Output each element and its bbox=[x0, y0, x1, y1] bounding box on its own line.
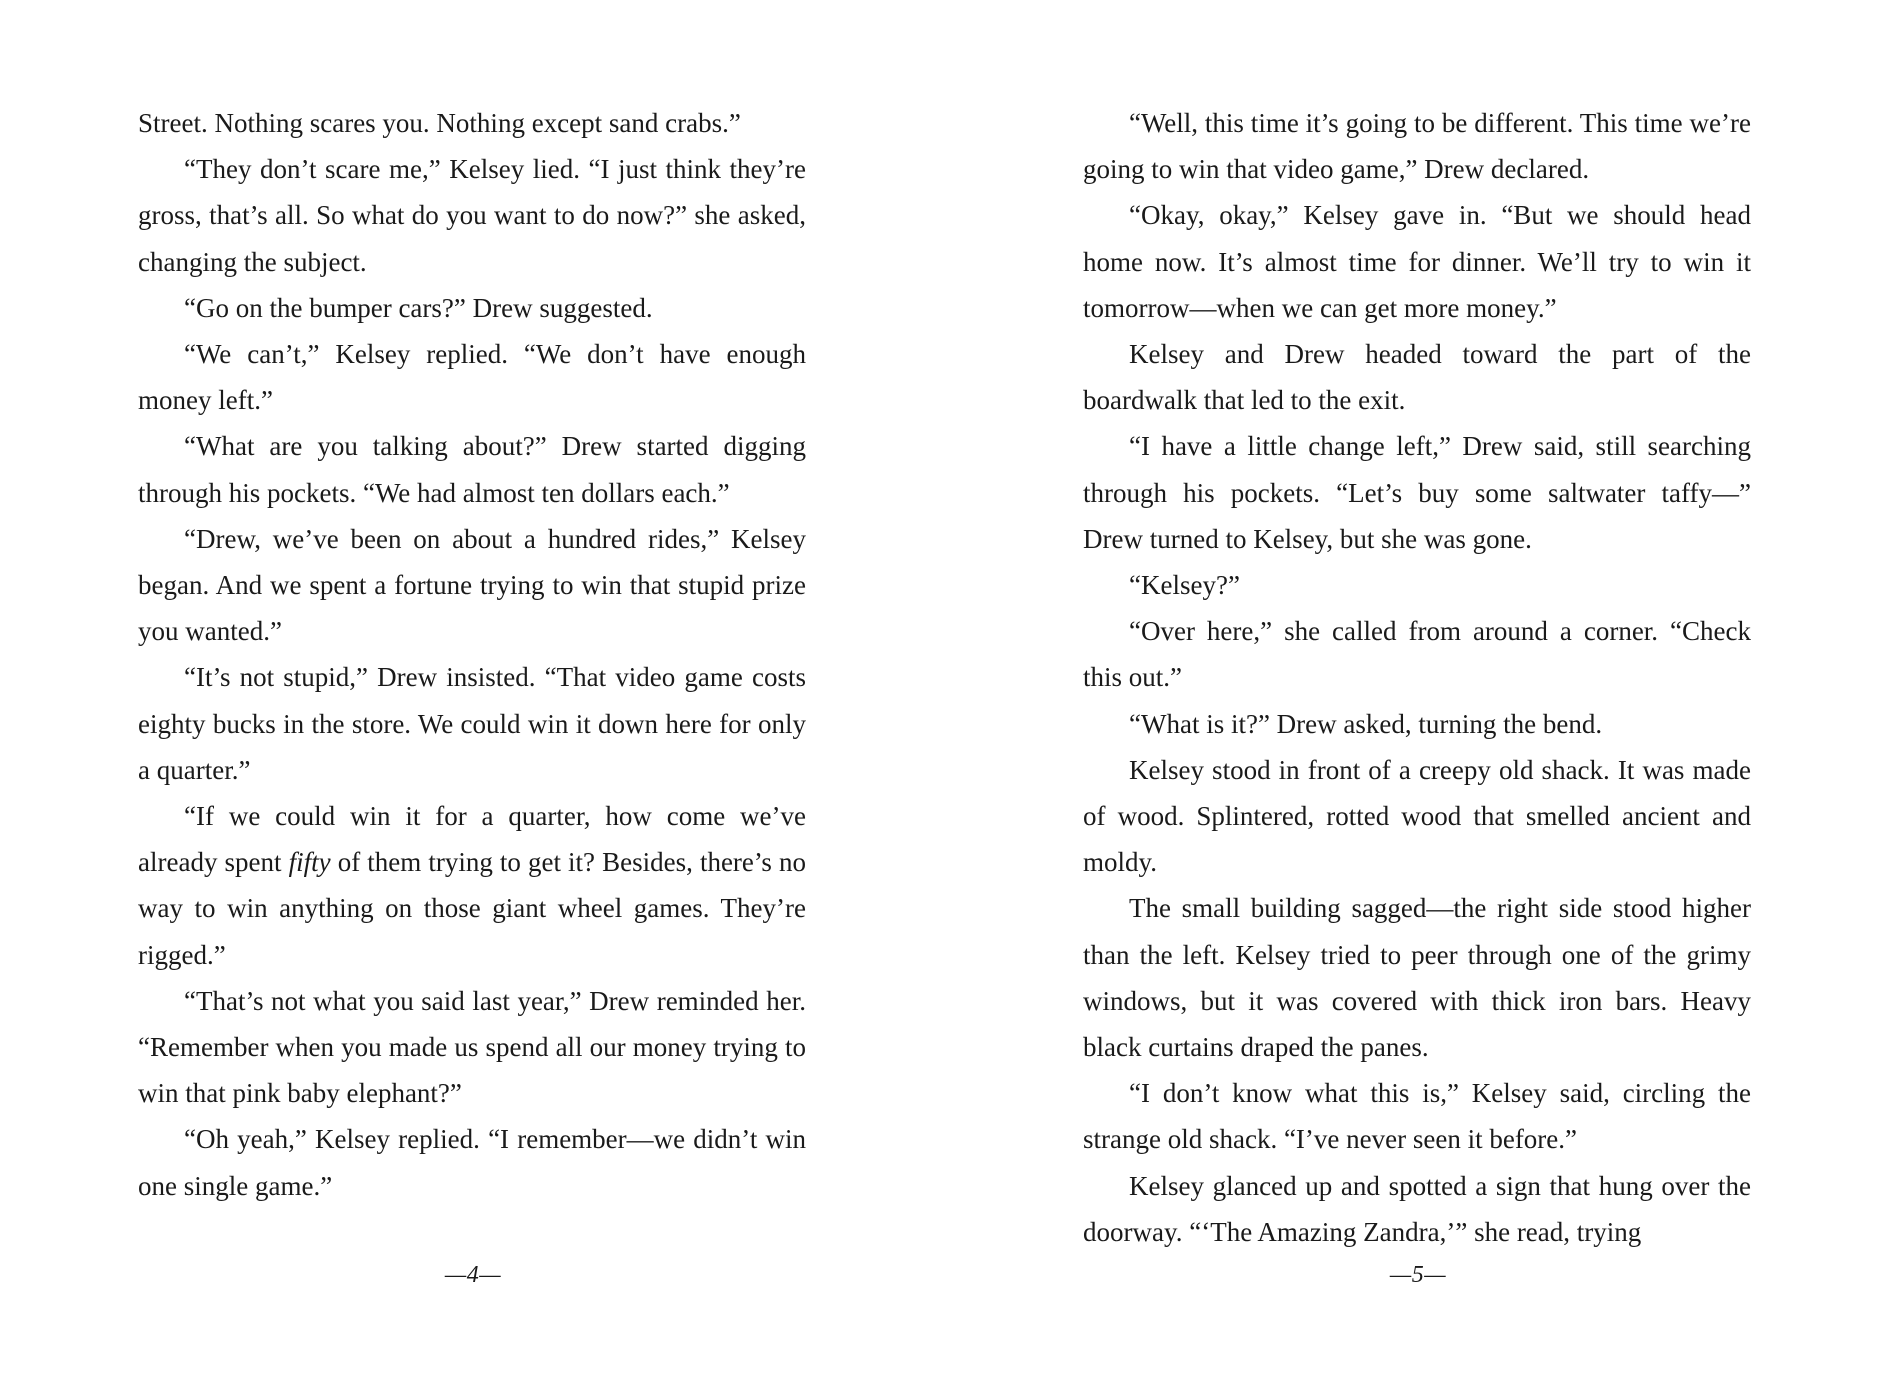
paragraph: “Kelsey?” bbox=[1129, 570, 1240, 601]
page-number-right: —5— bbox=[1389, 1262, 1447, 1288]
paragraph: “They don’t scare me,” Kelsey lied. “I just think they’re gross, that’s all. So what do you want to do now?” she asked, changing the subject. bbox=[138, 154, 806, 277]
paragraph: Street. Nothing scares you. Nothing except sand crabs.” bbox=[138, 108, 741, 138]
paragraph: “We can’t,” Kelsey replied. “We don’t have enough money left.” bbox=[138, 339, 806, 416]
paragraph: The small building sagged—the right side stood higher than the left. Kelsey tried to peer through one of the grimy windows, but it was covered with thick iron bars. Heavy black curtains draped the panes. bbox=[1083, 893, 1751, 1063]
paragraph: “What are you talking about?” Drew started digging through his pockets. “We had almost ten dollars each.” bbox=[138, 431, 806, 508]
paragraph-text: “If we could win it for a quarter, how come we’ve already spent bbox=[138, 801, 806, 878]
paragraph: “Drew, we’ve been on about a hundred rides,” Kelsey began. And we spent a fortune trying to win that stupid prize you wanted.” bbox=[138, 523, 806, 647]
paragraph: “I have a little change left,” Drew said, still searching through his pockets. “Let’s buy some saltwater taffy—” Drew turned to Kelsey, but she was gone. bbox=[1083, 431, 1751, 554]
page-number-left: —4— bbox=[444, 1262, 502, 1288]
left-page bbox=[138, 100, 806, 1209]
paragraph: Kelsey and Drew headed toward the part of the boardwalk that led to the exit. bbox=[1083, 339, 1751, 416]
paragraph: “That’s not what you said last year,” Drew reminded her. “Remember when you made us spend all our money trying to win that pink baby elephant?” bbox=[138, 985, 806, 1109]
paragraph bbox=[138, 793, 806, 978]
paragraph: “Okay, okay,” Kelsey gave in. “But we should head home now. It’s almost time for dinner. We’ll try to win it tomorrow—when we can get more money.” bbox=[1083, 200, 1751, 323]
emphasized-word: fifty bbox=[288, 847, 331, 878]
paragraph: “What is it?” Drew asked, turning the bend. bbox=[1129, 708, 1603, 739]
paragraph: “It’s not stupid,” Drew insisted. “That video game costs eighty bucks in the store. We could win it down here for only a quarter.” bbox=[138, 662, 806, 785]
paragraph: “Go on the bumper cars?” Drew suggested. bbox=[184, 292, 653, 323]
paragraph: Kelsey glanced up and spotted a sign that hung over the doorway. “‘The Amazing Zandra,’” she read, trying bbox=[1083, 1170, 1751, 1247]
paragraph-text: of them trying to get it? Besides, there’s no way to win anything on those giant wheel games. They’re rigged.” bbox=[138, 847, 806, 970]
paragraph: “Well, this time it’s going to be different. This time we’re going to win that video game,” Drew declared. bbox=[1083, 108, 1751, 185]
right-page bbox=[1083, 100, 1751, 1255]
paragraph: “Over here,” she called from around a corner. “Check this out.” bbox=[1083, 616, 1751, 693]
paragraph: “I don’t know what this is,” Kelsey said, circling the strange old shack. “I’ve never seen it before.” bbox=[1083, 1078, 1751, 1155]
paragraph: “Oh yeah,” Kelsey replied. “I remember—we didn’t win one single game.” bbox=[138, 1124, 806, 1201]
paragraph: Kelsey stood in front of a creepy old shack. It was made of wood. Splintered, rotted wood that smelled ancient and moldy. bbox=[1083, 754, 1751, 878]
